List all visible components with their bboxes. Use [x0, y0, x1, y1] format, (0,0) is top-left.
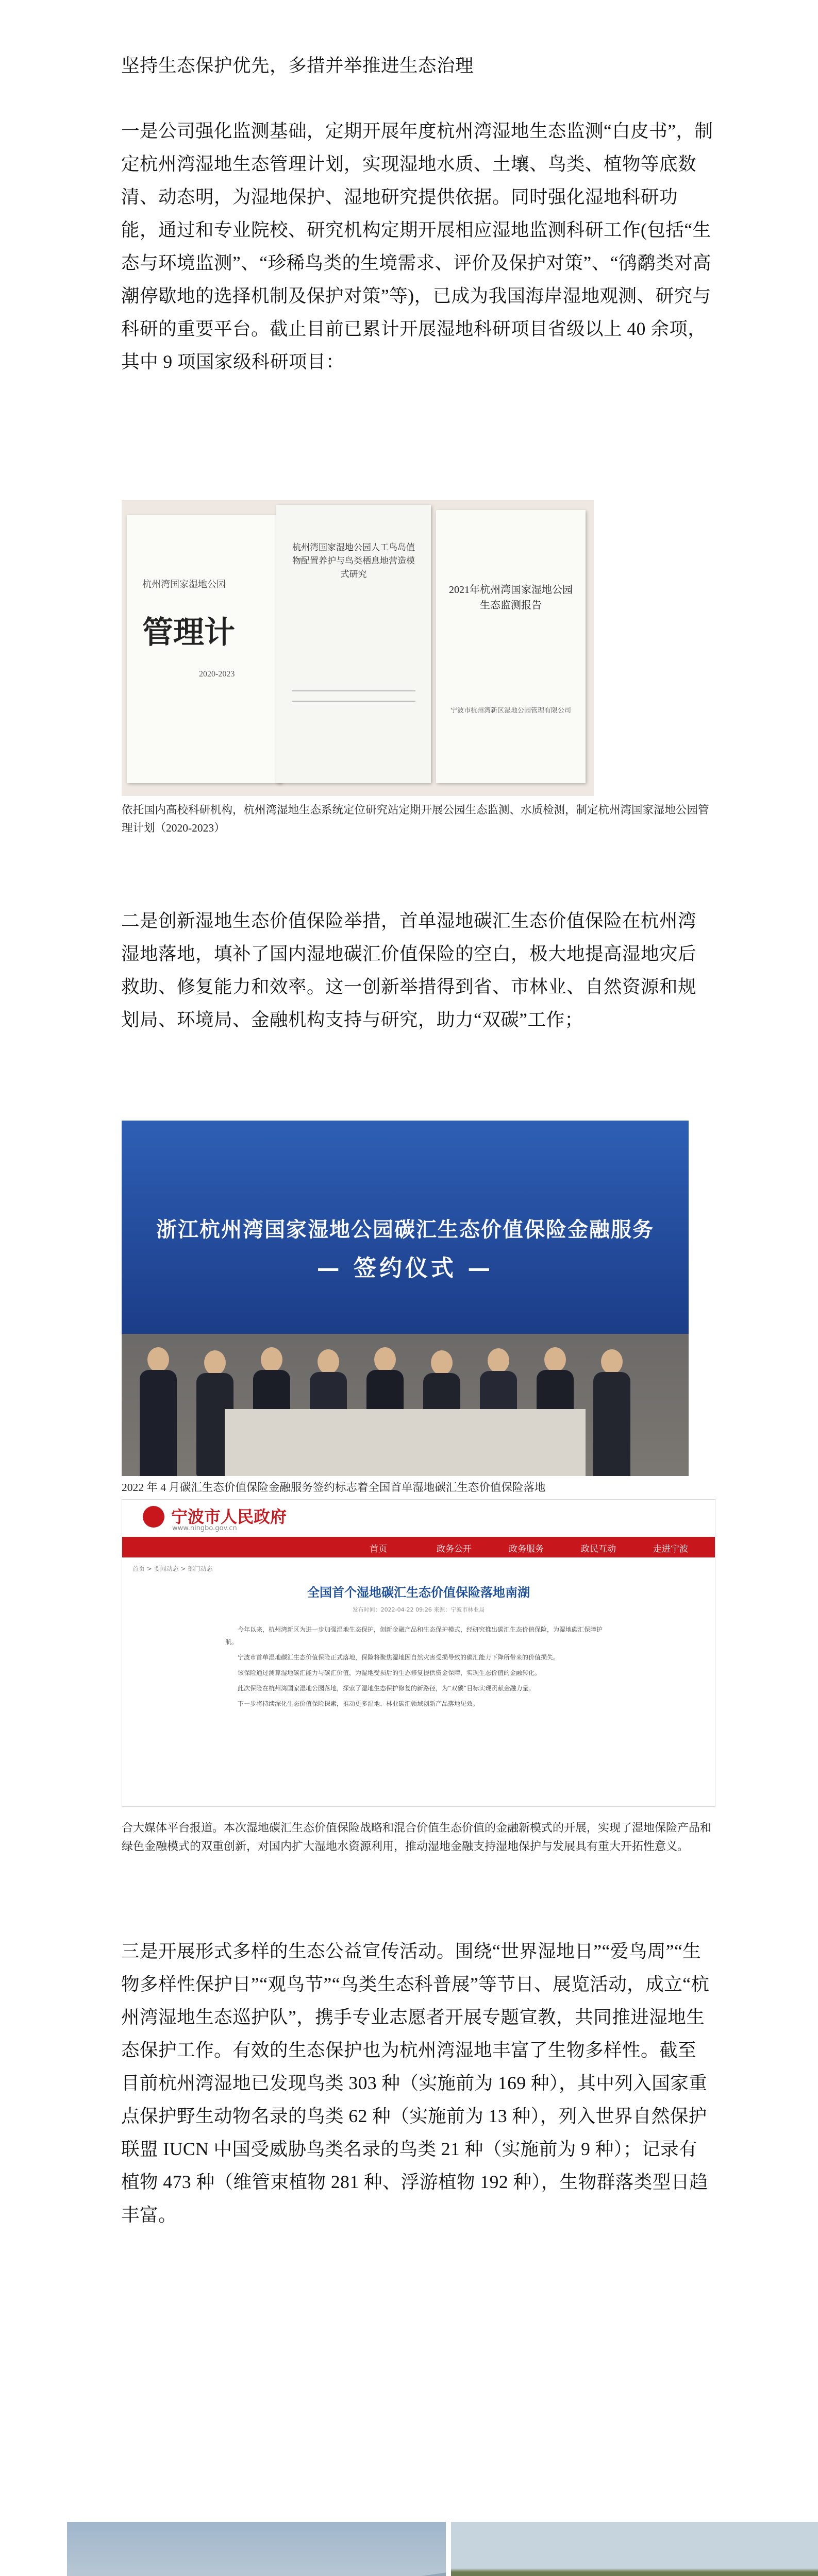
nav-interaction[interactable]: 政民互动: [581, 1544, 616, 1554]
aerial-wetland-photo-right: [451, 2522, 818, 2576]
ceremony-banner-title: 浙江杭州湾国家湿地公园碳汇生态价值保险金融服务: [156, 1218, 654, 1242]
ceremony-banner-subtitle: — 签约仪式 —: [316, 1255, 494, 1281]
nav-about[interactable]: 走进宁波: [653, 1544, 688, 1554]
research-report-document: 杭州湾国家湿地公园人工鸟岛值物配置养护与鸟类栖息地营造模式研究: [276, 505, 431, 783]
caption-insurance: 2022 年 4 月碳汇生态价值保险金融服务签约标志着全国首单湿地碳汇生态价值保险落地: [122, 1481, 546, 1494]
news-webpage-screenshot: [122, 1499, 715, 1807]
paragraph-media-coverage: 合大媒体平台报道。本次湿地碳汇生态价值保险战略和混合价值生态价值的金融新模式的开展，实现了湿地保险产品和绿色金融模式的双重创新，对国内扩大湿地水资源利用，推动湿地金融支持湿地保护与发展具有重大开拓性意义。: [122, 1821, 712, 1853]
paragraph-monitoring: 一是公司强化监测基础，定期开展年度杭州湾湿地生态监测“白皮书”，制定杭州湾湿地生态管理计划，实现湿地水质、土壤、鸟类、植物等底数清、动态明，为湿地保护、湿地研究提供依据。同时强化湿地科研功能，通过和专业院校、研究机构定期开展相应湿地监测科研工作(包括“生态与环境监测”、“珍稀鸟类的生境需求、评价及保护对策”、“鸻鹬类对高潮停歇地的选择机制及保护对策”等)，已成为我国海岸湿地观测、研究与科研的重要平台。截止目前已累计开展湿地科研项目省级以上 40 余项，其中 9 项国家级科研项目：: [121, 121, 713, 372]
nav-affairs[interactable]: 政务公开: [437, 1544, 472, 1554]
signing-table: [225, 1409, 586, 1476]
management-plan-document: 管理计 杭州湾国家湿地公园 2020-2023: [127, 515, 281, 783]
site-name: 宁波市人民政府: [171, 1507, 287, 1527]
caption-monitoring: 依托国内高校科研机构，杭州湾湿地生态系统定位研究站定期开展公园生态监测、水质检测，制定杭州湾国家湿地公园管理计划（2020-2023）: [122, 804, 709, 834]
monitoring-report-document: 2021年杭州湾国家湿地公园生态监测报告 宁波市杭州湾新区湿地公园管理有限公司: [436, 510, 586, 783]
site-nav: [122, 1537, 715, 1557]
site-url: www.ningbo.gov.cn: [172, 1524, 237, 1532]
paragraph-public-welfare: 三是开展形式多样的生态公益宣传活动。围绕“世界湿地日”“爱鸟周”“生物多样性保护日”“观鸟节”“鸟类生态科普展”等节日、展览活动，成立“杭州湾湿地生态巡护队”，携手专业志愿者开展专题宣教，共同推进湿地生态保护工作。有效的生态保护也为杭州湾湿地丰富了生物多样性。截至目前杭州湾湿地已发现鸟类 303 种（实施前为 169 种），其中列入国家重点保护野生动物名录的鸟类 62 种（实施前为 13 种），列入世界自然保护联盟 IUCN 中国受威胁鸟类名录的鸟类 21 种（实施前为 9 种）；记录有植物 473 种（维管束植物 281 种、浮游植物 192 种），生物群落类型日趋丰富。: [121, 1941, 710, 2225]
news-site-header: [122, 1500, 715, 1536]
article-title: 全国首个湿地碳汇生态价值保险落地南湖: [307, 1585, 530, 1600]
emblem-icon: [143, 1506, 164, 1528]
paragraph-insurance: 二是创新湿地生态价值保险举措，首单湿地碳汇生态价值保险在杭州湾湿地落地，填补了国内湿地碳汇价值保险的空白，极大地提高湿地灾后救助、修复能力和效率。这一创新举措得到省、市林业、自然资源和规划局、环境局、金融机构支持与研究，助力“双碳”工作；: [121, 910, 697, 1030]
section-heading: 坚持生态保护优先，多措并举推进生态治理: [121, 55, 474, 76]
documents-photo: [122, 500, 594, 796]
article-meta: 发布时间：2022-04-22 09:26 来源：宁波市林业局: [352, 1606, 485, 1613]
nav-home[interactable]: 首页: [370, 1544, 387, 1554]
signing-ceremony-photo: [122, 1121, 689, 1476]
nav-services[interactable]: 政务服务: [509, 1544, 544, 1554]
article-body: 今年以来，杭州湾新区为进一步加强湿地生态保护，创新金融产品和生态保护模式，经研究推出碳汇生态价值保险，为湿地碳汇保障护航。 宁波市首单湿地碳汇生态价值保险正式落地，保险将聚焦湿地因自然灾害受损导致的碳汇能力下降所带来的价值损失。 该保险通过测算湿地碳汇能力与碳汇价值，为湿地受损后的生态修复提供资金保障，实现生态价值的金融转化。 此次保险在杭州湾国家湿地公园落地，探索了湿地生态保护修复的新路径，为“双碳”目标实现贡献金融力量。 下一步将持续深化生态价值保险探索，推动更多湿地、林业碳汇领域创新产品落地见效。: [225, 1626, 603, 1707]
breadcrumb[interactable]: 首页 > 要闻动态 > 部门动态: [132, 1565, 213, 1572]
aerial-wetland-photo-left: [67, 2522, 446, 2576]
